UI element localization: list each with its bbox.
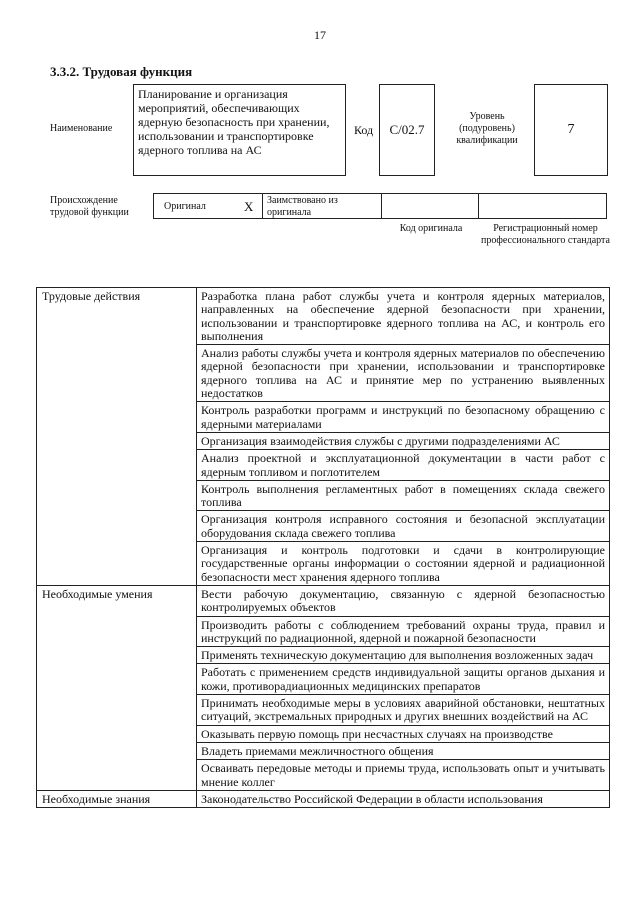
original-code-caption: Код оригинала [399, 223, 463, 234]
item-cell: Организация и контроль подготовки и сдачи в контролирующие государственные органы информации о состоянии ядерной и радиационной безопасности мест хранения ядерного топлива [197, 542, 610, 586]
item-cell: Контроль разработки программ и инструкций по безопасному обращению с ядерными материалами [197, 402, 610, 433]
item-cell: Вести рабочую документацию, связанную с ядерной безопасностью контролируемых объектов [197, 585, 610, 616]
item-cell: Разработка плана работ службы учета и контроля ядерных материалов, направленных на обеспечение ядерной безопасности при хранении, использовании и транспортировке ядерного топлива на АС, и контроль его выполнения [197, 288, 610, 345]
category-cell: Необходимые знания [37, 790, 197, 807]
item-cell: Организация взаимодействия службы с другими подразделениями АС [197, 432, 610, 449]
origin-row [153, 193, 608, 219]
function-name: Планирование и организация мероприятий, обеспечивающих ядерную безопасность при хранении, использовании и транспортировке ядерного топлива на АС [138, 87, 330, 157]
category-cell: Трудовые действия [37, 288, 197, 586]
item-cell: Анализ проектной и эксплуатационной документации в части работ с ядерным топливом и поглотителем [197, 450, 610, 481]
item-cell: Работать с применением средств индивидуальной защиты органов дыхания и кожи, противорадиационных медицинских препаратов [197, 664, 610, 695]
code-label: Код [354, 123, 374, 137]
borrowed-cell [262, 193, 382, 219]
table-row [37, 585, 610, 616]
table-row [37, 790, 610, 807]
item-cell: Владеть приемами межличностного общения [197, 742, 610, 759]
item-cell: Организация контроля исправного состояния и безопасной эксплуатации оборудования склада свежего топлива [197, 511, 610, 542]
level-box [534, 84, 608, 176]
original-cell [153, 193, 263, 219]
item-cell: Принимать необходимые меры в условиях аварийной обстановки, нештатных ситуаций, экстремальных природных и других внешних воздействий на АС [197, 695, 610, 726]
item-cell: Анализ работы службы учета и контроля ядерных материалов по обеспечению ядерной безопасности при хранении, использовании и транспортировке ядерного топлива на АС и принятие мер по устранению выявленных недостатков [197, 345, 610, 402]
borrowed-label: Заимствовано из оригинала [267, 195, 338, 218]
function-details-table [36, 287, 610, 808]
table-row [37, 288, 610, 345]
item-cell: Применять техническую документацию для выполнения возложенных задач [197, 647, 610, 664]
category-cell: Необходимые умения [37, 585, 197, 790]
original-mark: X [244, 199, 254, 214]
item-cell: Контроль выполнения регламентных работ в помещениях склада свежего топлива [197, 480, 610, 511]
function-name-box [133, 84, 346, 176]
page-number: 17 [314, 28, 326, 42]
name-label: Наименование [50, 123, 113, 134]
item-cell: Производить работы с соблюдением требований охраны труда, правил и инструкций по радиационной, ядерной и пожарной безопасности [197, 616, 610, 647]
origin-label: Происхождение трудовой функции [50, 195, 129, 218]
reg-number-caption: Регистрационный номер профессионального стандарта [481, 223, 610, 246]
code-value: С/02.7 [389, 122, 425, 137]
item-cell: Оказывать первую помощь при несчастных случаях на производстве [197, 725, 610, 742]
item-cell: Осваивать передовые методы и приемы труда, использовать опыт и учитывать мнение коллег [197, 760, 610, 791]
original-code-cell [381, 193, 479, 219]
code-box [379, 84, 435, 176]
item-cell: Законодательство Российской Федерации в области использования [197, 790, 610, 807]
section-title: 3.3.2. Трудовая функция [50, 64, 193, 79]
level-label: Уровень (подуровень) квалификации [456, 111, 518, 146]
reg-number-cell [478, 193, 607, 219]
original-label: Оригинал [164, 201, 206, 212]
level-value: 7 [567, 122, 575, 137]
